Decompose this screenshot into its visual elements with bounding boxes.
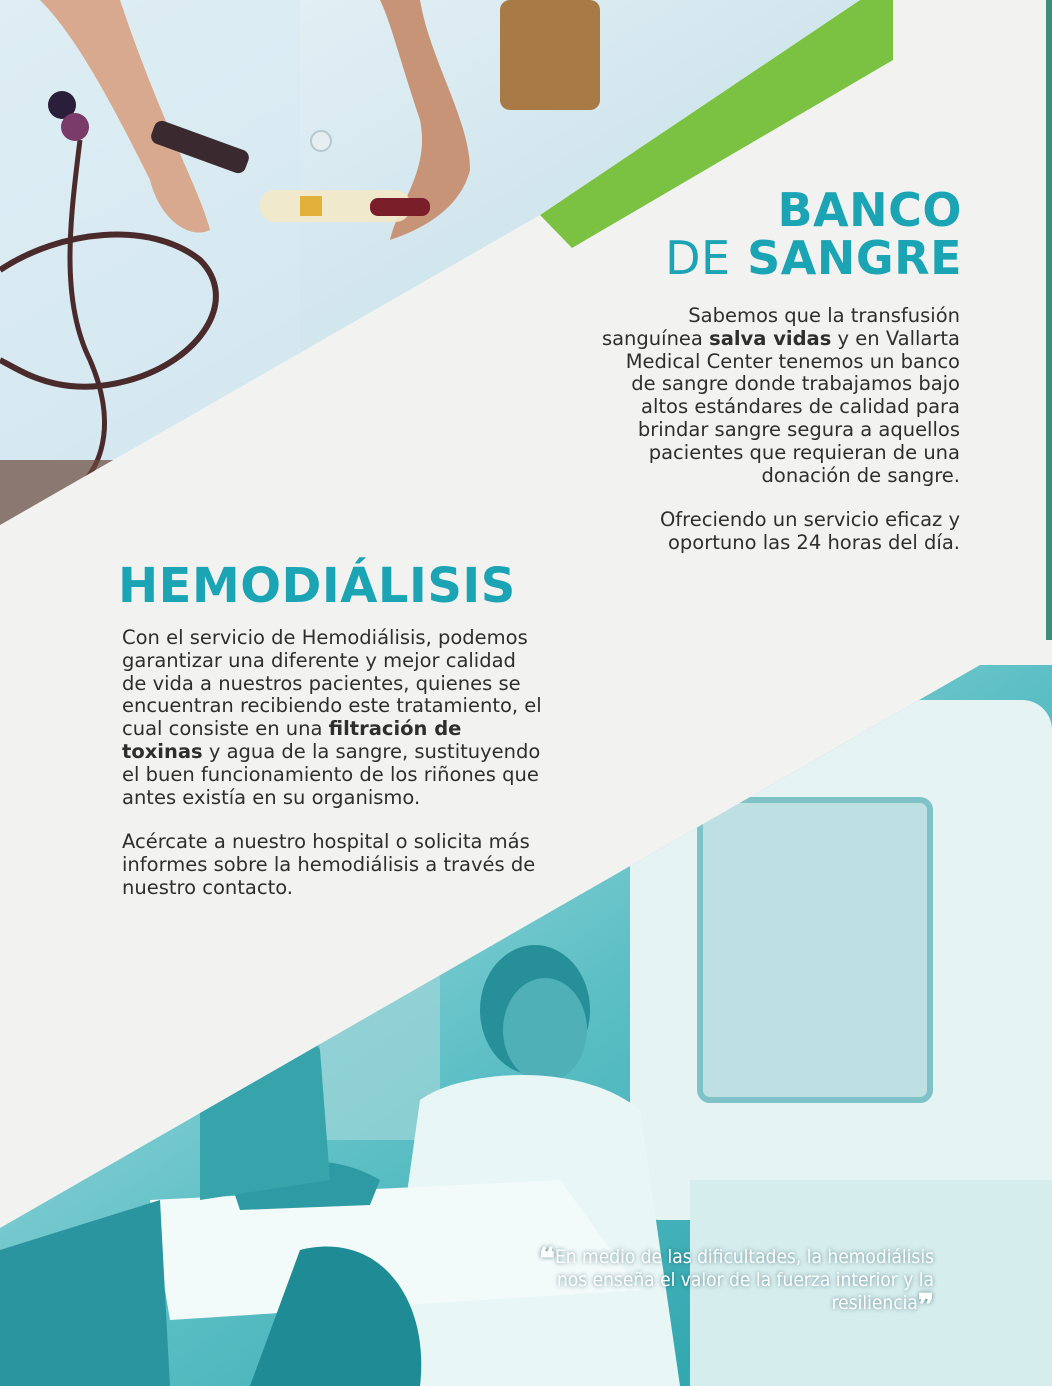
banco-paragraph-1 — [600, 305, 960, 487]
banco-title-line2 — [665, 231, 962, 285]
hemo-paragraph-2: Acércate a nuestro hospital o solicita más informes sobre la hemodiálisis a través de nuestro contacto. — [122, 830, 536, 899]
hemodialisis-description — [122, 627, 542, 922]
hemodialisis-title: HEMODIÁLISIS — [118, 558, 516, 614]
banco-title-line1: BANCO — [777, 183, 962, 237]
resilience-quote — [534, 1242, 934, 1323]
hemo-p1-bold: filtración de toxinas — [122, 717, 462, 763]
hemo-p1-text-a: Con el servicio de Hemodiálisis, podemos garantizar una diferente y mejor calidad de vida a nuestros pacientes, quienes se encuentran recibiendo este tratamiento, el cual consiste en una — [122, 626, 542, 741]
banco-paragraph-2: Ofreciendo un servicio eficaz y oportuno las 24 horas del día. — [659, 508, 960, 555]
quote-text: En medio de las dificultades, la hemodiálisis nos enseña el valor de la fuerza interior y la resiliencia — [554, 1246, 934, 1314]
banco-title-de: DE — [665, 231, 731, 285]
hemo-p1-text-b: y agua de la sangre, sustituyendo el buen funcionamiento de los riñones que antes existía en su organismo. — [122, 739, 541, 809]
banco-description — [600, 305, 960, 577]
edge-accent — [1046, 0, 1052, 640]
banco-p1-bold: salva vidas — [709, 326, 832, 350]
banco-de-sangre-title — [665, 183, 962, 285]
banco-p1-text-a: Sabemos que la transfusión sanguínea — [601, 304, 960, 350]
open-quote-icon: ❝ — [538, 1242, 555, 1277]
banco-title-sangre: SANGRE — [747, 231, 962, 285]
banco-p1-text-b: y en Vallarta Medical Center tenemos un banco de sangre donde trabajamos bajo altos estándares de calidad para brindar sangre segura a aquellos pacientes que requieran de una donación de sangre. — [625, 326, 960, 487]
close-quote-icon: ❞ — [917, 1288, 934, 1323]
hemo-paragraph-1 — [122, 627, 542, 809]
